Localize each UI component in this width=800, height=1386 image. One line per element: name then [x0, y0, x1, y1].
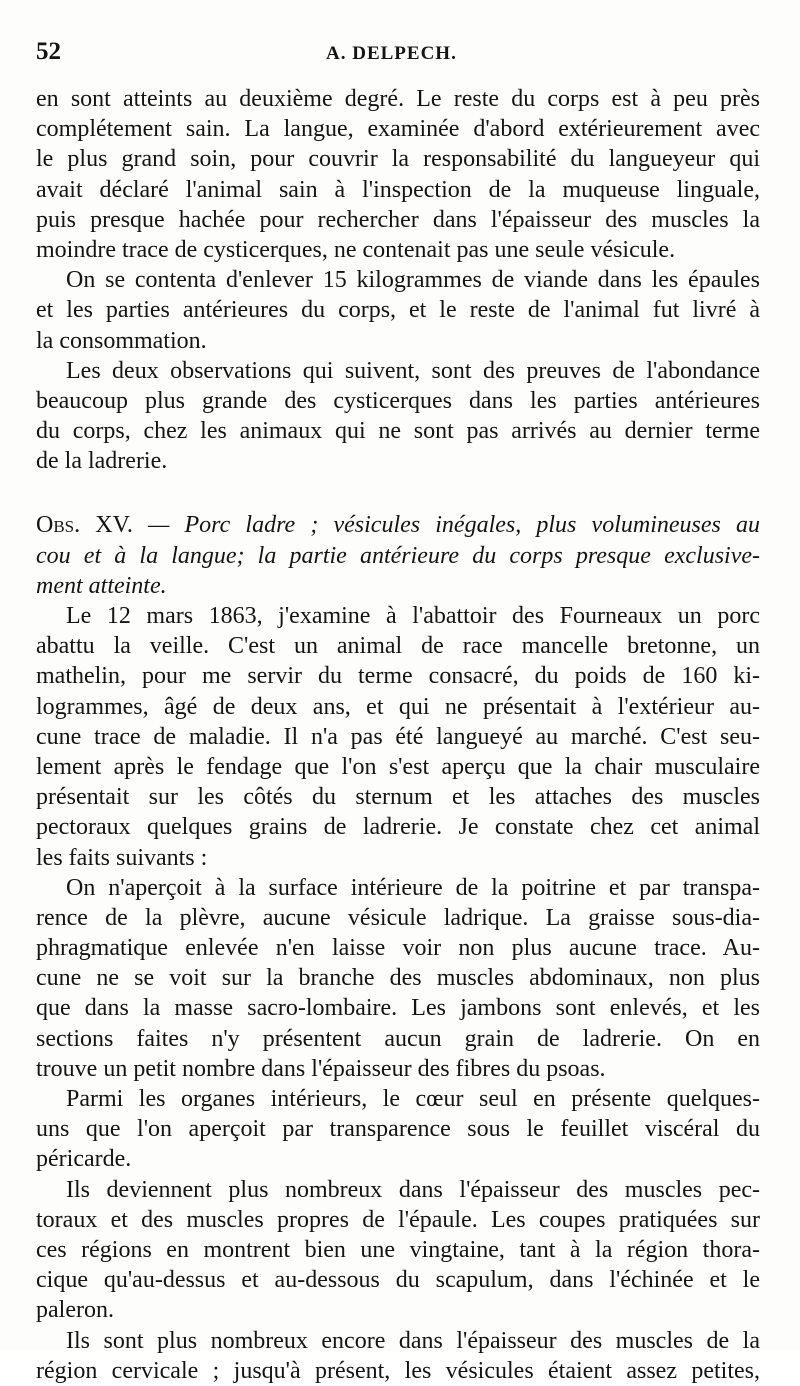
text-line: que dans la masse sacro-lombaire. Les jambons sont enlevés, et les — [36, 995, 760, 1022]
text-line: uns que l'on aperçoit par transparence sous le feuillet viscéral du — [36, 1116, 760, 1143]
text-line: et les parties antérieures du corps, et le reste de l'animal fut livré à — [36, 297, 760, 324]
text-line: On se contenta d'enlever 15 kilogrammes de viande dans les épaules — [66, 267, 760, 294]
text-line: cune ne se voit sur la branche des muscles abdominaux, non plus — [36, 965, 760, 992]
text-line: Le 12 mars 1863, j'examine à l'abattoir des Fourneaux un porc — [66, 603, 760, 629]
text-line: le plus grand soin, pour couvrir la responsabilité du langueyeur qui — [36, 146, 760, 173]
text-line: puis presque hachée pour rechercher dans l'épaisseur des muscles la — [36, 206, 760, 233]
text-line: région cervicale ; jusqu'à présent, les vésicules étaient assez petites, — [36, 1357, 760, 1384]
text-line: péricarde. — [36, 1146, 132, 1173]
page-header — [36, 38, 756, 70]
text-line: logrammes, âgé de deux ans, et qui ne présentait à l'extérieur au- — [36, 693, 760, 720]
text-line: cune trace de maladie. Il n'a pas été langueyé au marché. C'est seu- — [36, 723, 760, 750]
page-number: 52 — [36, 38, 61, 65]
section-gap — [36, 476, 760, 510]
text-line: Ils deviennent plus nombreux dans l'épaisseur des muscles pec- — [66, 1176, 760, 1203]
text-line: beaucoup plus grande des cysticerques dans les parties antérieures — [36, 387, 760, 414]
text-line: Les deux observations qui suivent, sont des preuves de l'abondance — [66, 357, 760, 384]
text-line: en sont atteints au deuxième degré. Le reste du corps est à peu près — [36, 86, 760, 112]
text-line: On n'aperçoit à la surface intérieure de la poitrine et par transpa- — [66, 874, 760, 901]
text-line: la consommation. — [36, 327, 207, 354]
text-line: les faits suivants : — [36, 844, 208, 871]
running-head: A. DELPECH. — [326, 43, 457, 64]
text-line: trouve un petit nombre dans l'épaisseur des fibres du psoas. — [36, 1055, 606, 1082]
text-line: mathelin, pour me servir du terme consacré, du poids de 160 ki- — [36, 663, 760, 690]
observation-heading-line: cou et à la langue; la partie antérieure du corps presque exclusive- — [36, 542, 760, 569]
text-line: présentait sur les côtés du sternum et les attaches des muscles — [36, 784, 760, 811]
observation-title: — Porc ladre ; vésicules inégales, plus volumineuses au — [132, 512, 760, 539]
text-line: moindre trace de cysticerques, ne contenait pas une seule vésicule. — [36, 236, 676, 263]
text-line: phragmatique enlevée n'en laisse voir non plus aucune trace. Au- — [36, 935, 760, 962]
text-line: toraux et des muscles propres de l'épaule. Les coupes pratiquées sur — [36, 1206, 760, 1233]
observation-heading-line: ment atteinte. — [36, 572, 167, 599]
observation-heading — [36, 510, 760, 540]
text-line: abattu la veille. C'est un animal de race mancelle bretonne, un — [36, 633, 760, 660]
text-line: du corps, chez les animaux qui ne sont pas arrivés au dernier terme — [36, 418, 760, 445]
text-line: complétement sain. La langue, examinée d'abord extérieurement avec — [36, 116, 760, 143]
text-line: Parmi les organes intérieurs, le cœur seul en présente quelques- — [66, 1086, 760, 1112]
text-line: de la ladrerie. — [36, 448, 168, 475]
body-text — [36, 84, 760, 1386]
text-line: rence de la plèvre, aucune vésicule ladrique. La graisse sous-dia- — [36, 904, 760, 931]
text-line: sections faites n'y présentent aucun grain de ladrerie. On en — [36, 1025, 760, 1052]
text-line: avait déclaré l'animal sain à l'inspection de la muqueuse linguale, — [36, 176, 760, 203]
text-line: pectoraux quelques grains de ladrerie. Je constate chez cet animal — [36, 814, 760, 841]
text-line: cique qu'au-dessus et au-dessous du scapulum, dans l'échinée et le — [36, 1267, 760, 1294]
text-line: Ils sont plus nombreux encore dans l'épaisseur des muscles de la — [66, 1327, 760, 1354]
text-line: ces régions en montrent bien une vingtaine, tant à la région thora- — [36, 1236, 760, 1263]
observation-label: Obs. XV. — [36, 512, 133, 539]
text-line: lement après le fendage que l'on s'est aperçu que la chair musculaire — [36, 753, 760, 780]
text-line: paleron. — [36, 1297, 114, 1324]
